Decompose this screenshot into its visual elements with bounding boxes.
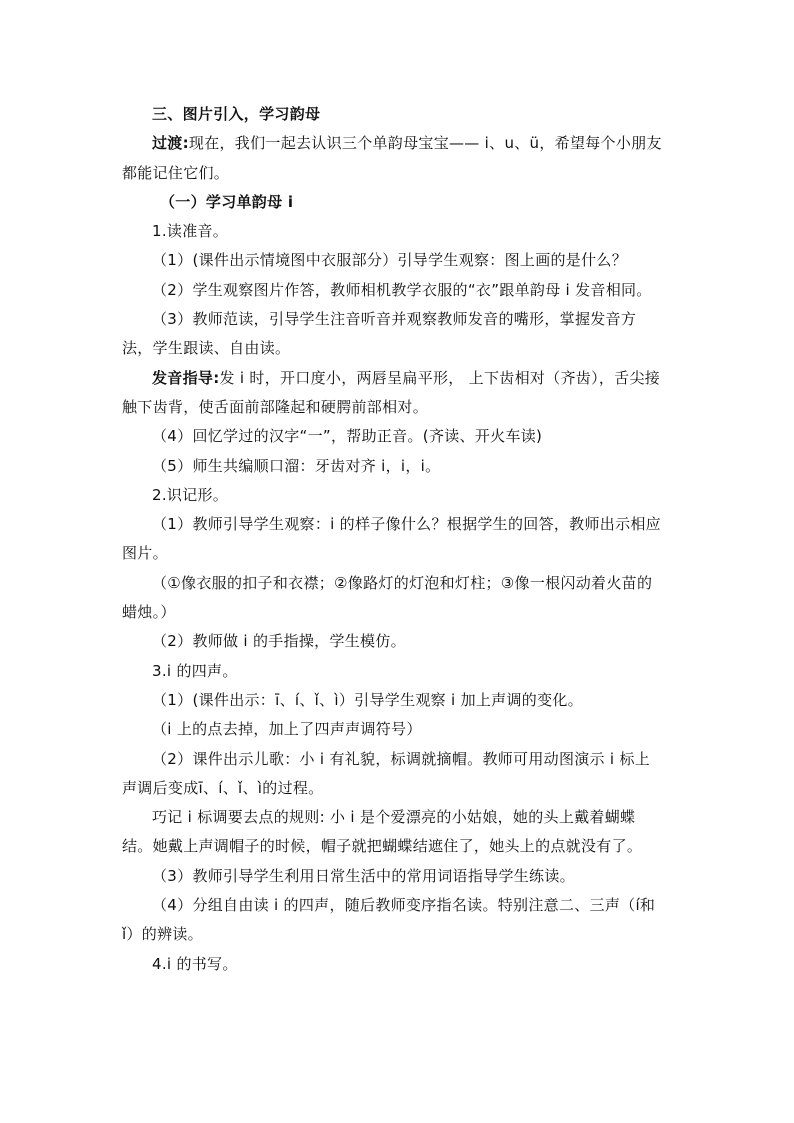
step2-item-2: （①像衣服的扣子和衣襟；②像路灯的灯泡和灯柱；③像一根闪动着火苗的蜡烛。）	[122, 573, 653, 622]
step1-item-1: （1）(课件出示情境图中衣服部分）引导学生观察：图上画的是什么？	[152, 251, 627, 270]
transition-text: 现在，我们一起去认识三个单韵母宝宝—— i、u、ü，希望每个小朋友都能记住它们。	[122, 134, 662, 182]
step1-item-3: （3）教师范读，引导学生注音听音并观察教师发音的嘴形，掌握发音方法，学生跟读、自由读。	[122, 310, 637, 358]
step3-item-4: （3）教师引导学生利用日常生活中的常用词语指导学生练读。	[152, 866, 575, 885]
pronunciation-paragraph	[122, 364, 662, 423]
step3-title: 3.i 的四声。	[152, 661, 238, 680]
step2-title: 2.识记形。	[152, 485, 229, 504]
sub-heading-1: （一）学习单韵母 i	[160, 192, 294, 211]
step1-item-4: （4）回忆学过的汉字“一”，帮助正音。(齐读、开火车读)	[152, 427, 543, 446]
transition-paragraph	[122, 129, 662, 188]
step3-item-1: （1）(课件出示：ī、í、ǐ、ì）引导学生观察 i 加上声调的变化。	[152, 690, 583, 709]
step1-title: 1.读准音。	[152, 222, 229, 241]
step3-item-5: （4）分组自由读 i 的四声，随后教师变序指名读。特别注意二、三声（í和ǐ）的辨读。	[122, 896, 656, 944]
step1-item-5: （5）师生共编顺口溜：牙齿对齐 i，i，i。	[152, 456, 441, 475]
pronunciation-label: 发音指导:	[152, 368, 220, 387]
step4-title: 4.i 的书写。	[152, 954, 238, 973]
step3-item-2: （i 上的点去掉，加上了四声声调符号）	[152, 720, 422, 739]
pronunciation-text: 发 i 时，开口度小，两唇呈扁平形， 上下齿相对（齐齿），舌尖接触下齿背，使舌面前部隆起和硬腭前部相对。	[122, 368, 661, 416]
section-heading: 三、图片引入，学习韵母	[152, 105, 321, 123]
step1-item-2: （2）学生观察图片作答，教师相机教学衣服的“衣”跟单韵母 i 发音相同。	[152, 280, 652, 299]
step2-item-3: （2）教师做 i 的手指操，学生模仿。	[152, 632, 406, 651]
step3-item-3: （2）课件出示儿歌：小 i 有礼貌，标调就摘帽。教师可用动图演示 i 标上声调后变成ī、í、ǐ、ì的过程。	[122, 749, 651, 797]
tip-paragraph: 巧记 i 标调要去点的规则: 小 i 是个爱漂亮的小姑娘，她的头上戴着蝴蝶结。她戴上声调帽子的时候，帽子就把蝴蝶结遮住了，她头上的点就没有了。	[122, 808, 643, 856]
transition-label: 过渡:	[152, 134, 189, 153]
document-content	[122, 100, 662, 979]
step2-item-1: （1）教师引导学生观察：i 的样子像什么？根据学生的回答，教师出示相应图片。	[122, 515, 661, 563]
